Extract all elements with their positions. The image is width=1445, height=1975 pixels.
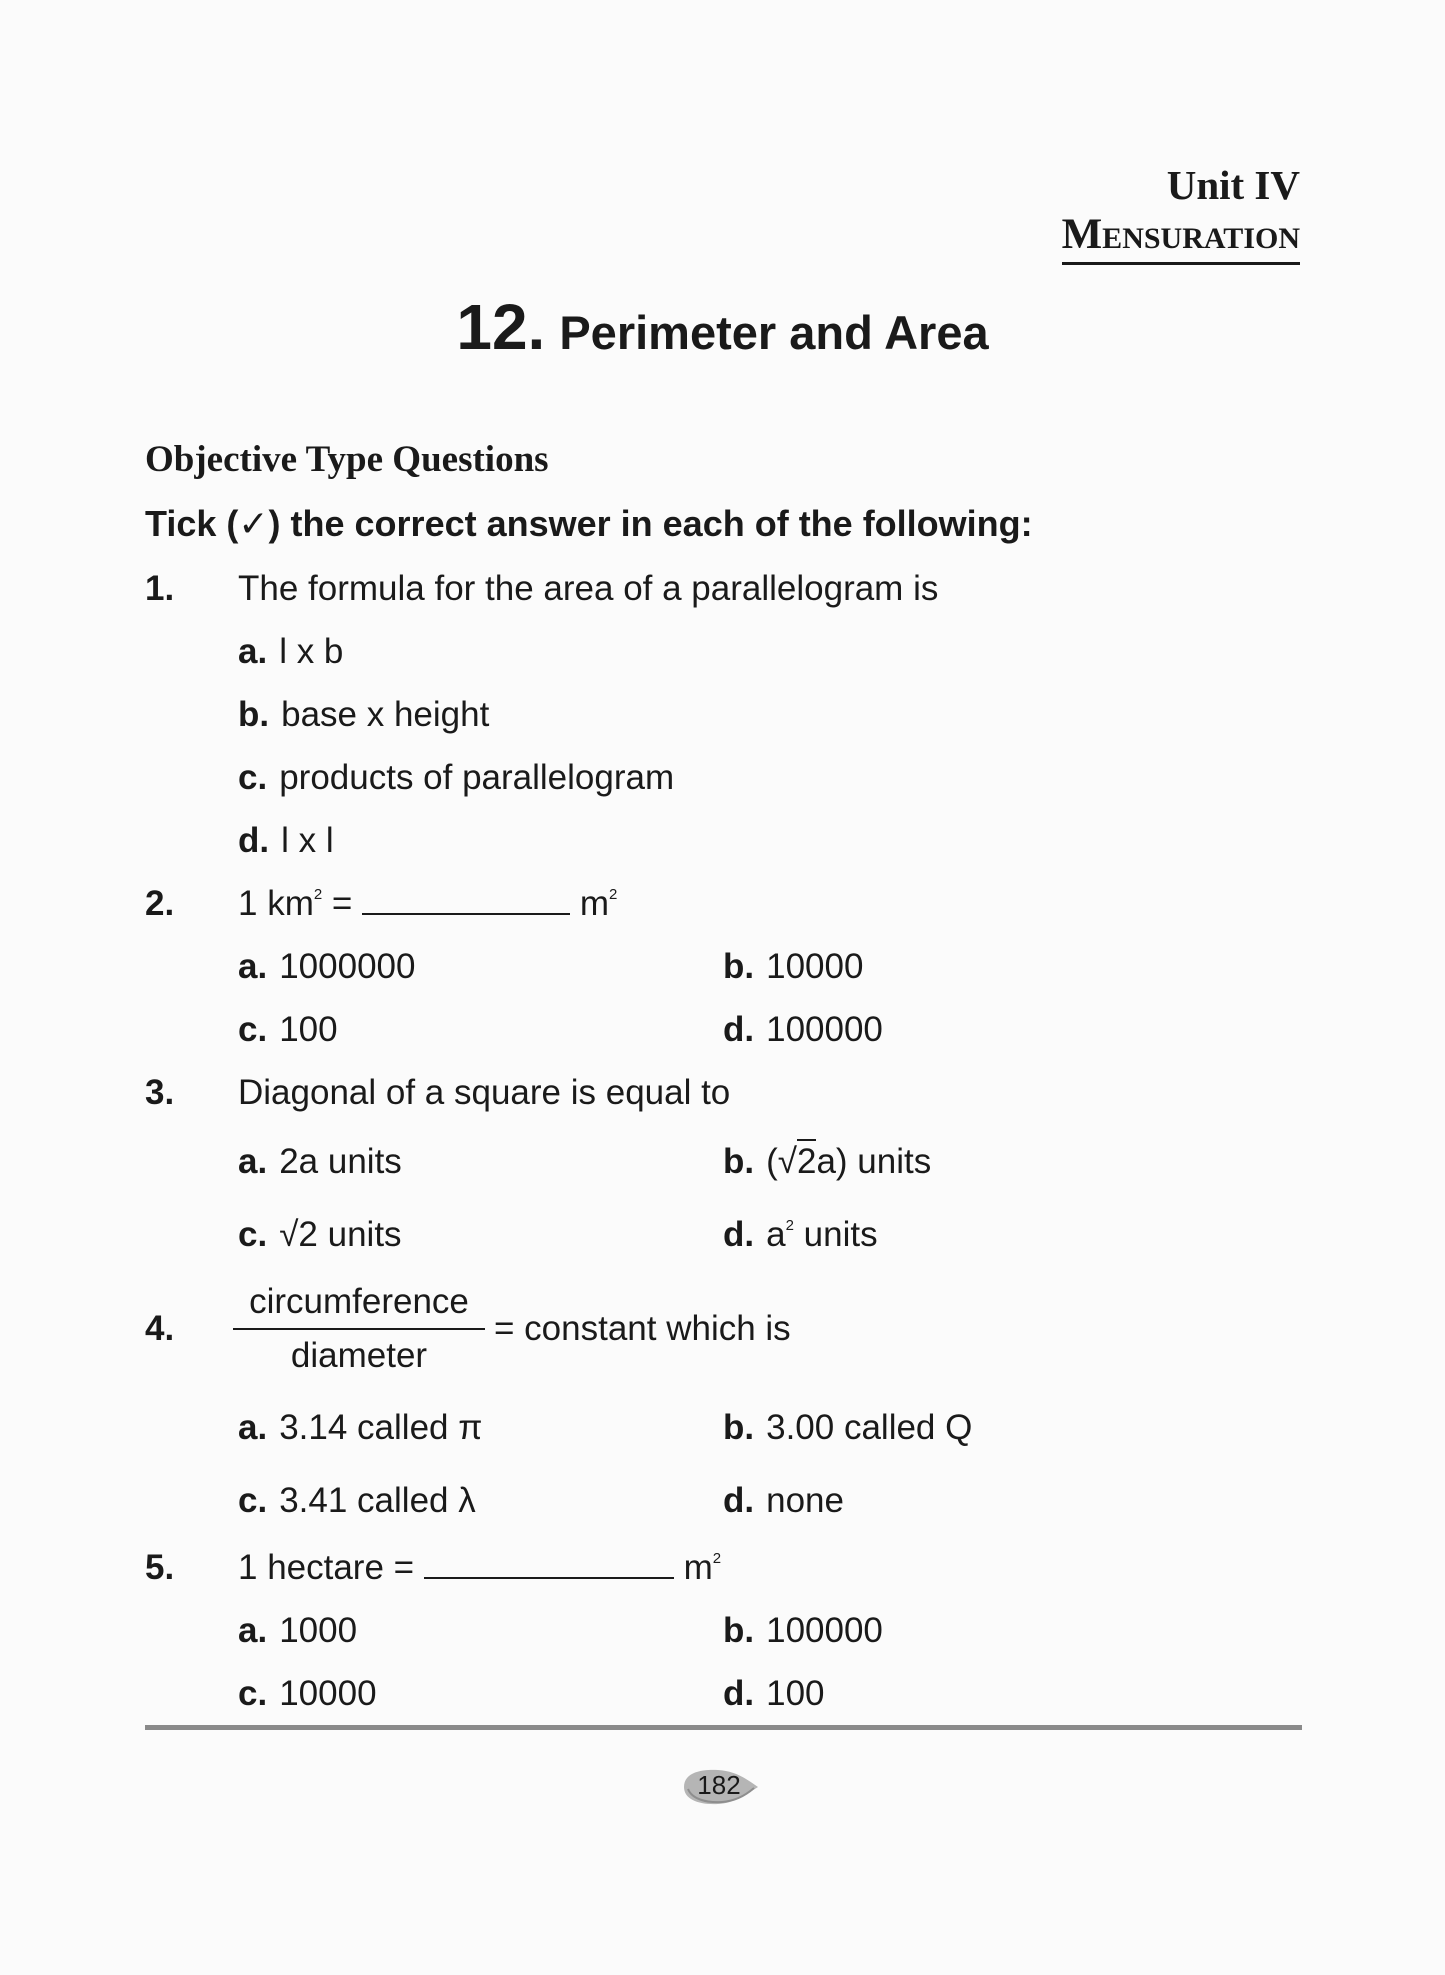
- option-2a[interactable]: [238, 947, 415, 987]
- option-letter: a.: [238, 947, 268, 986]
- page-number: 182: [697, 1770, 741, 1800]
- fraction: [233, 1282, 485, 1376]
- option-4a[interactable]: [238, 1408, 482, 1448]
- option-4d[interactable]: [723, 1481, 844, 1521]
- option-1a[interactable]: [238, 632, 343, 672]
- option-letter: c.: [238, 1481, 268, 1520]
- option-3b[interactable]: [723, 1142, 931, 1182]
- unit-text: m: [683, 1548, 713, 1587]
- chapter-title: Perimeter and Area: [559, 306, 989, 359]
- question-text-part: =: [322, 884, 353, 923]
- answer-blank[interactable]: [424, 1576, 674, 1579]
- question-text: Diagonal of a square is equal to: [238, 1073, 731, 1112]
- superscript: 2: [785, 1217, 794, 1234]
- unit-number: Unit IV: [1166, 162, 1300, 208]
- option-5c[interactable]: [238, 1674, 377, 1714]
- option-letter: b.: [723, 1142, 755, 1181]
- option-5d[interactable]: [723, 1674, 825, 1714]
- option-2d[interactable]: [723, 1010, 883, 1050]
- instruction: Tick (✓) the correct answer in each of the following:: [145, 503, 1033, 544]
- question-number: 3.: [145, 1073, 175, 1112]
- fraction-numerator: circumference: [233, 1282, 485, 1330]
- option-text: 100000: [766, 1611, 883, 1650]
- option-text: 100: [279, 1010, 338, 1049]
- fraction-denominator: diameter: [290, 1336, 428, 1375]
- chapter-heading: [0, 290, 1445, 364]
- option-letter: c.: [238, 1010, 268, 1049]
- question-text-part: 1 km: [238, 884, 314, 923]
- option-letter: a.: [238, 1408, 268, 1447]
- option-4b[interactable]: [723, 1408, 972, 1448]
- option-2c[interactable]: [238, 1010, 338, 1050]
- unit-name: Mensuration: [1062, 210, 1300, 265]
- superscript: 2: [712, 1550, 722, 1567]
- option-3c[interactable]: [238, 1215, 402, 1255]
- option-text-part: units: [793, 1215, 878, 1254]
- option-text-part: a) units: [816, 1142, 932, 1181]
- question-number: 2.: [145, 884, 175, 923]
- option-letter: b.: [238, 695, 270, 734]
- option-letter: c.: [238, 1215, 268, 1254]
- option-5a[interactable]: [238, 1611, 357, 1651]
- question-text: The formula for the area of a parallelogram is: [238, 569, 939, 608]
- section-title: Objective Type Questions: [145, 439, 549, 480]
- option-text: base x height: [281, 695, 490, 734]
- option-text: products of parallelogram: [279, 758, 675, 797]
- option-text: 10000: [766, 947, 864, 986]
- question-number: 4.: [145, 1309, 175, 1348]
- option-letter: b.: [723, 947, 755, 986]
- answer-blank[interactable]: [362, 912, 570, 915]
- option-1d[interactable]: [238, 821, 334, 861]
- option-text: 1000000: [279, 947, 416, 986]
- option-1b[interactable]: [238, 695, 489, 735]
- unit-text: m: [579, 884, 609, 923]
- option-letter: c.: [238, 1674, 268, 1713]
- question-text: [238, 884, 617, 924]
- option-text-part: √: [279, 1215, 299, 1254]
- option-3a[interactable]: [238, 1142, 402, 1182]
- unit-header: [1062, 160, 1300, 265]
- option-letter: c.: [238, 758, 268, 797]
- option-text: 2a units: [279, 1142, 402, 1181]
- option-letter: b.: [723, 1408, 755, 1447]
- option-text-part: a: [766, 1215, 786, 1254]
- option-5b[interactable]: [723, 1611, 883, 1651]
- option-letter: b.: [723, 1611, 755, 1650]
- option-1c[interactable]: [238, 758, 674, 798]
- option-2b[interactable]: [723, 947, 863, 987]
- question-text: [238, 1548, 721, 1588]
- option-text: 3.41 called λ: [279, 1481, 476, 1520]
- superscript: 2: [313, 886, 323, 903]
- option-4c[interactable]: [238, 1481, 476, 1521]
- radicand: 2: [797, 1139, 816, 1181]
- option-text: 3.14 called π: [279, 1408, 483, 1447]
- option-letter: a.: [238, 632, 268, 671]
- option-text: 100000: [766, 1010, 883, 1049]
- question-text: = constant which is: [494, 1309, 791, 1348]
- option-text: 1000: [279, 1611, 358, 1650]
- option-text: none: [766, 1481, 844, 1520]
- option-text: 10000: [279, 1674, 377, 1713]
- option-text: l x l: [281, 821, 334, 860]
- option-3d[interactable]: [723, 1215, 878, 1255]
- chapter-number: 12.: [456, 291, 546, 363]
- option-text: 3.00 called Q: [766, 1408, 973, 1447]
- footer-rule: [145, 1725, 1302, 1730]
- option-letter: d.: [238, 821, 270, 860]
- option-letter: d.: [723, 1010, 755, 1049]
- option-text-part: (√: [766, 1142, 797, 1181]
- option-text: 100: [766, 1674, 825, 1713]
- option-text-part: 2 units: [298, 1215, 402, 1254]
- option-letter: d.: [723, 1481, 755, 1520]
- question-text-part: 1 hectare =: [238, 1548, 415, 1587]
- option-letter: a.: [238, 1142, 268, 1181]
- superscript: 2: [609, 886, 618, 903]
- option-letter: d.: [723, 1674, 755, 1713]
- option-letter: a.: [238, 1611, 268, 1650]
- question-number: 5.: [145, 1548, 175, 1587]
- question-number: 1.: [145, 569, 175, 608]
- option-text: l x b: [279, 632, 344, 671]
- option-letter: d.: [723, 1215, 755, 1254]
